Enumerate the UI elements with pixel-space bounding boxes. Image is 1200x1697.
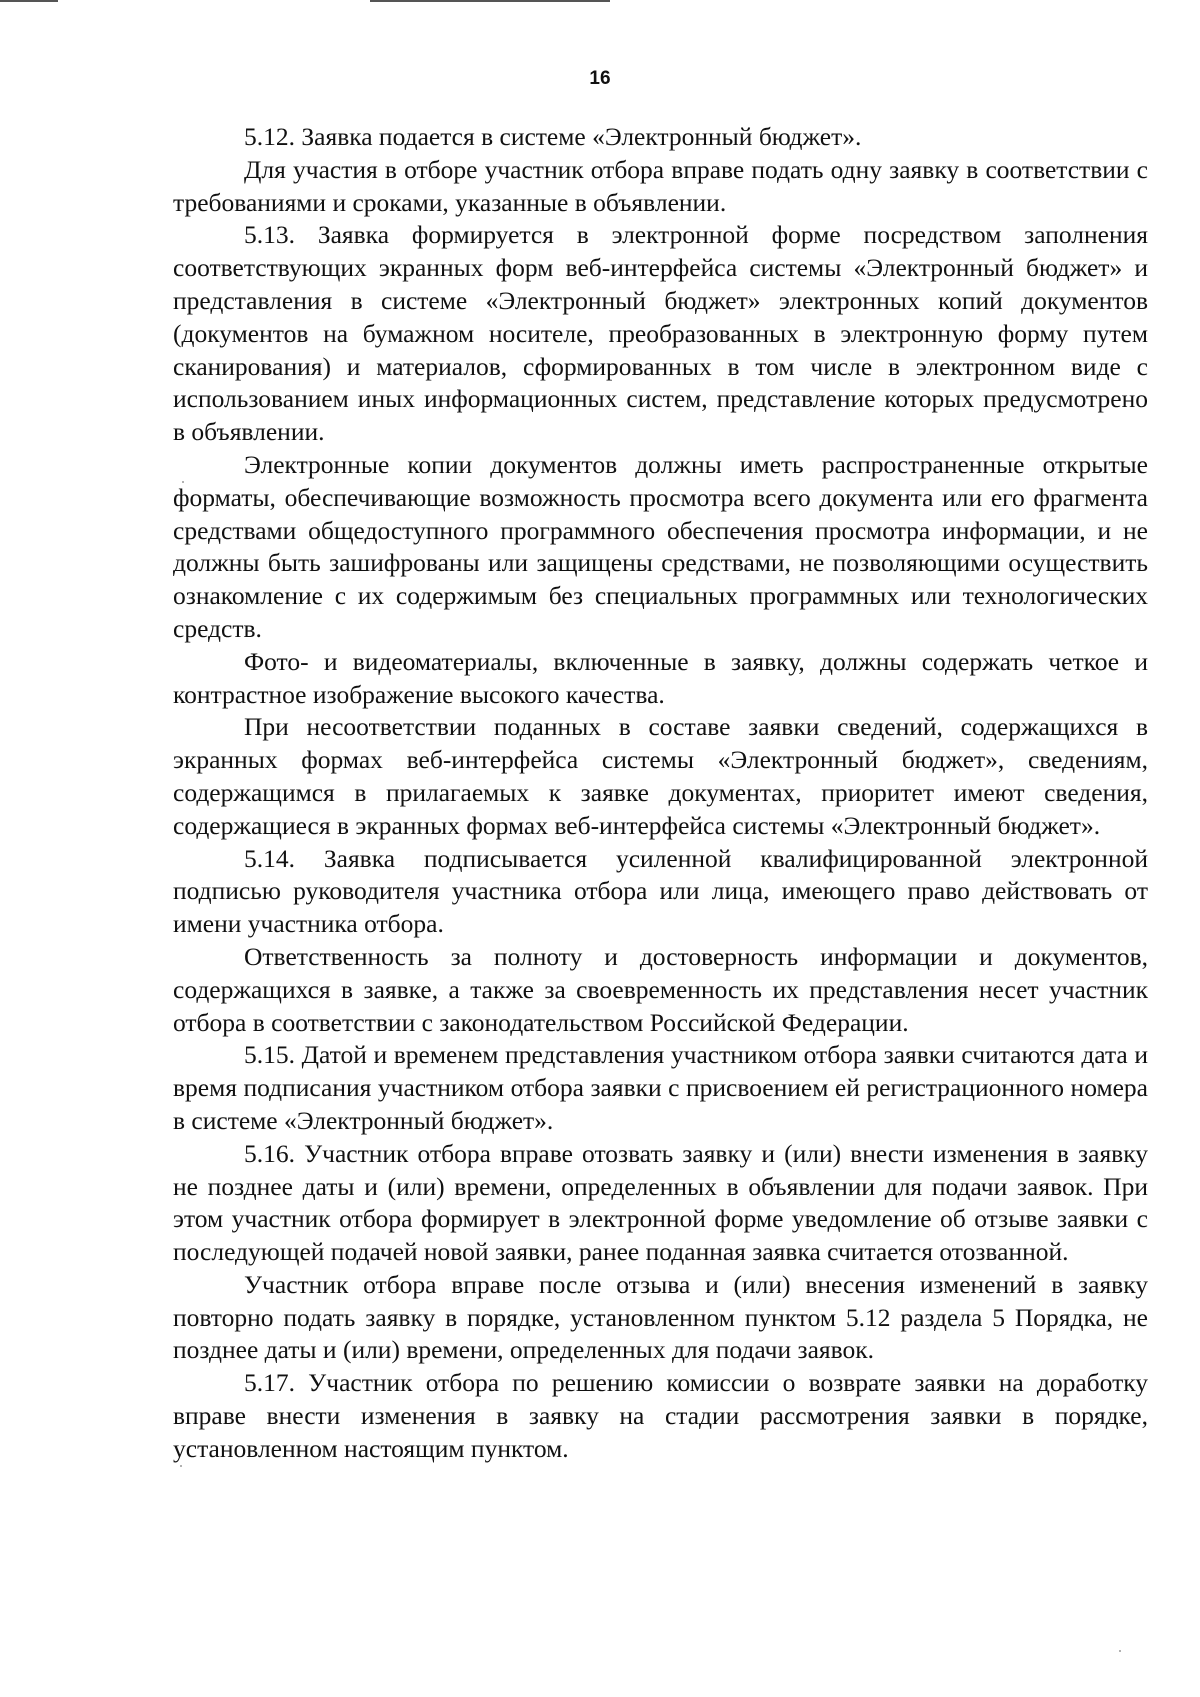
paragraph-5-17: 5.17. Участник отбора по решению комиссии о возврате заявки на доработку вправе внести изменения в заявку на стадии рассмотрения заявки в порядке, установленном настоящим пунктом. [173,1368,1148,1463]
paragraph-5-16: 5.16. Участник отбора вправе отозвать заявку и (или) внести изменения в заявку не позднее даты и (или) времени, определенных в объявлении для подачи заявок. При этом участник отбора формирует в электронной форме уведомление об отзыве заявки с последующей подачей новой заявки, ранее поданная заявка считается отозванной. [173,1138,1148,1267]
document-body [173,121,1148,1466]
scan-edge-mark [0,0,58,2]
scan-speck [180,1465,182,1467]
paragraph-single-application: Для участия в отборе участник отбора вправе подать одну заявку в соответствии с требованиями и сроками, указанные в объявлении. [173,154,1148,217]
paragraph-5-13: 5.13. Заявка формируется в электронной форме посредством заполнения соответствующих экранных форм веб-интерфейса системы «Электронный бюджет» и представления в системе «Электронный бюджет» электронных копий документов (документов на бумажном носителе, преобразованных в электронную форму путем сканирования) и материалов, сформированных в том числе в электронном виде с использованием иных информационных систем, представление которых предусмотрено в объявлении. [173,220,1148,447]
paragraph-5-15: 5.15. Датой и временем представления участником отбора заявки считаются дата и время подписания участником отбора заявки с присвоением ей регистрационного номера в системе «Электронный бюджет». [173,1040,1148,1135]
scan-edge-mark [370,0,610,2]
scan-speck [1119,1650,1121,1652]
paragraph-5-14: 5.14. Заявка подписывается усиленной квалифицированной электронной подписью руководителя участника отбора или лица, имеющего право действовать от имени участника отбора. [173,843,1148,939]
paragraph-responsibility: Ответственность за полноту и достоверность информации и документов, содержащихся в заявке, а также за своевременность их представления несет участник отбора в соответствии с законодательством Российской Федерации. [173,941,1148,1037]
paragraph-electronic-copies: Электронные копии документов должны иметь распространенные открытые форматы, обеспечивающие возможность просмотра всего документа или его фрагмента средствами общедоступного программного обеспечения просмотра информации, и не должны быть зашифрованы или защищены средствами, не позволяющими осуществить ознакомление с их содержимым без специальных программных или технологических средств. [173,449,1148,643]
paragraph-photo-video: Фото- и видеоматериалы, включенные в заявку, должны содержать четкое и контрастное изображение высокого качества. [173,646,1148,709]
paragraph-resubmission: Участник отбора вправе после отзыва и (или) внесения изменений в заявку повторно подать заявку в порядке, установленном пунктом 5.12 раздела 5 Порядка, не позднее даты и (или) времени, определенных для подачи заявок. [173,1269,1148,1365]
paragraph-data-mismatch: При несоответствии поданных в составе заявки сведений, содержащихся в экранных формах веб-интерфейса системы «Электронный бюджет», сведениям, содержащимся в прилагаемых к заявке документах, приоритет имеют сведения, содержащиеся в экранных формах веб-интерфейса системы «Электронный бюджет». [173,712,1148,840]
paragraph-5-12: 5.12. Заявка подается в системе «Электронный бюджет». [244,122,862,151]
scan-speck [182,481,184,483]
page-number: 16 [589,68,611,89]
